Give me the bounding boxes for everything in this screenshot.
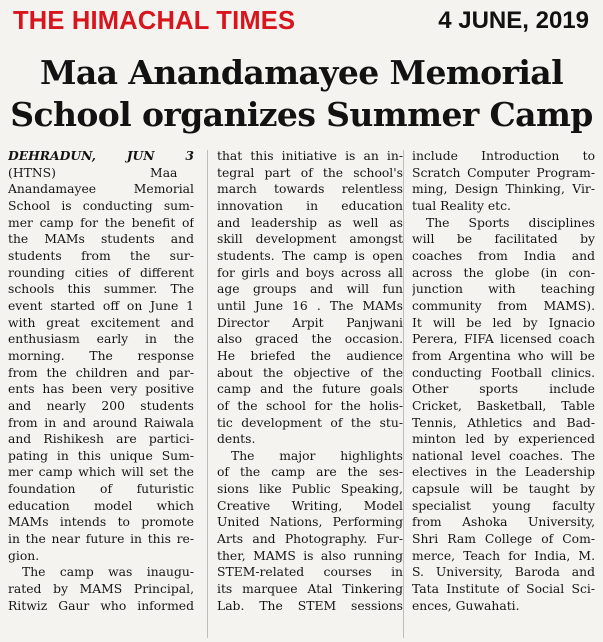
article-text-line: and Rishikesh are partici-: [8, 432, 194, 447]
article-text-line: S. University, Baroda and: [412, 565, 595, 580]
newspaper-name: THE HIMACHAL TIMES: [13, 7, 296, 35]
article-text-line: School is conducting sum-: [8, 198, 194, 213]
masthead: [0, 0, 603, 44]
article-text-line: It will be led by Ignacio: [412, 315, 595, 330]
article-text-line: across the globe (in con-: [412, 265, 595, 280]
article-text-line: Shri Ram College of Com-: [412, 532, 595, 547]
article-text-line: community from MAMS).: [412, 298, 595, 313]
article-text-line: and nearly 200 students: [8, 398, 194, 413]
article-text-line: and leadership as well as: [217, 215, 403, 230]
article-text-line: will be facilitated by: [412, 232, 595, 247]
article-text-line: merce, Teach for India, M.: [412, 548, 595, 563]
article-text-line: from in and around Raiwala: [8, 415, 194, 430]
article-text-line: Tennis, Athletics and Bad-: [412, 415, 595, 430]
article-text-line: students. The camp is open: [217, 248, 403, 263]
article-text-line: ther, MAMS is also running: [217, 548, 403, 563]
article-text-line: Cricket, Basketball, Table: [412, 398, 595, 413]
article-text-line: electives in the Leadership: [412, 465, 595, 480]
article-text-line: its marquee Atal Tinkering: [217, 582, 403, 597]
article-text-line: tual Reality etc.: [412, 198, 511, 213]
article-text-line: about the objective of the: [217, 365, 403, 380]
article-text-line: Arts and Photography. Fur-: [217, 532, 403, 547]
article-text-line: The camp was inaugu-: [22, 565, 194, 580]
article-text-line: Scratch Computer Program-: [412, 165, 595, 180]
article-text-line: innovation in education: [217, 198, 403, 213]
article-text-line: capsule will be taught by: [412, 482, 595, 497]
article-text-line: morning. The response: [8, 348, 194, 363]
article-text-line: from Argentina who will be: [412, 348, 595, 363]
article-text-line: Perera, FIFA licensed coach: [412, 332, 595, 347]
article-text-line: with great excitement and: [8, 315, 194, 330]
article-text-line: event started off on June 1: [8, 298, 194, 313]
article-text-line: mer camp for the benefit of: [8, 215, 194, 230]
article-text-line: ences, Guwahati.: [412, 598, 520, 613]
article-text-line: Other sports include: [412, 382, 595, 397]
article-text-line: DEHRADUN, JUN 3: [8, 148, 194, 163]
article-text-line: junction with teaching: [412, 282, 595, 297]
headline-line: School organizes Summer Camp: [10, 95, 593, 134]
article-text-line: skill development amongst: [217, 232, 403, 247]
article-column-3: [412, 148, 595, 640]
article-text-line: Director Arpit Panjwani: [217, 315, 403, 330]
article-text-line: MAMs intends to promote: [8, 515, 194, 530]
article-text-line: He briefed the audience: [217, 348, 403, 363]
article-text-line: in the near future in this re-: [8, 532, 194, 547]
article-text-line: from Ashoka University,: [412, 515, 595, 530]
article-text-line: age groups and will fun: [217, 282, 403, 297]
article-text-line: tegral part of the school's: [217, 165, 403, 180]
article-text-line: United Nations, Performing: [217, 515, 403, 530]
article-text-line: education model which: [8, 498, 194, 513]
article-text-line: dents.: [217, 432, 256, 447]
article-text-line: The Sports disciplines: [426, 215, 595, 230]
article-text-line: STEM-related courses in: [217, 565, 403, 580]
article-headline: [0, 52, 603, 136]
article-text-line: rounding cities of different: [8, 265, 194, 280]
article-text-line: from the children and par-: [8, 365, 194, 380]
article-text-line: coaches from India and: [412, 248, 595, 263]
article-text-line: minton led by experienced: [412, 432, 595, 447]
publication-date: 4 JUNE, 2019: [438, 7, 589, 34]
article-text-line: students from the sur-: [8, 248, 194, 263]
article-text-line: of the camp are the ses-: [217, 465, 403, 480]
article-text-line: march towards relentless: [217, 182, 403, 197]
article-text-line: sions like Public Speaking,: [217, 482, 403, 497]
article-text-line: specialist young faculty: [412, 498, 595, 513]
article-text-line: enthusiasm early in the: [8, 332, 194, 347]
article-text-line: the MAMs students and: [8, 232, 194, 247]
column-divider: [403, 150, 404, 638]
article-text-line: national level coaches. The: [412, 448, 595, 463]
article-text-line: (HTNS) Maa: [8, 165, 178, 180]
article-column-1: [8, 148, 194, 640]
article-text-line: Ritwiz Gaur who informed: [8, 598, 194, 613]
article-text-line: Anandamayee Memorial: [8, 182, 194, 197]
article-text-line: for girls and boys across all: [217, 265, 403, 280]
article-column-2: [217, 148, 403, 640]
article-text-line: conducting Football clinics.: [412, 365, 595, 380]
column-divider: [207, 150, 208, 638]
article-text-line: Creative Writing, Model: [217, 498, 403, 513]
headline-line: Maa Anandamayee Memorial: [39, 53, 564, 92]
article-text-line: rated by MAMS Principal,: [8, 582, 194, 597]
article-text-line: pating in this unique Sum-: [8, 448, 194, 463]
article-text-line: camp and the future goals: [217, 382, 403, 397]
article-text-line: foundation of futuristic: [8, 482, 194, 497]
article-text-line: schools this summer. The: [8, 282, 194, 297]
article-text-line: Lab. The STEM sessions: [217, 598, 403, 613]
article-text-line: include Introduction to: [412, 149, 595, 163]
article-text-line: gion.: [8, 548, 40, 563]
article-text-line: that this initiative is an in-: [217, 149, 403, 163]
article-text-line: mer camp which will set the: [8, 465, 194, 480]
article-text-line: ents has been very positive: [8, 382, 194, 397]
article-text-line: of the school for the holis-: [217, 398, 403, 413]
article-text-line: ming, Design Thinking, Vir-: [412, 182, 595, 197]
article-text-line: also graced the occasion.: [217, 332, 403, 347]
article-text-line: The major highlights: [231, 448, 403, 463]
article-text-line: until June 16 . The MAMs: [217, 298, 403, 313]
article-text-line: Tata Institute of Social Sci-: [412, 582, 595, 597]
article-text-line: tic development of the stu-: [217, 415, 403, 430]
